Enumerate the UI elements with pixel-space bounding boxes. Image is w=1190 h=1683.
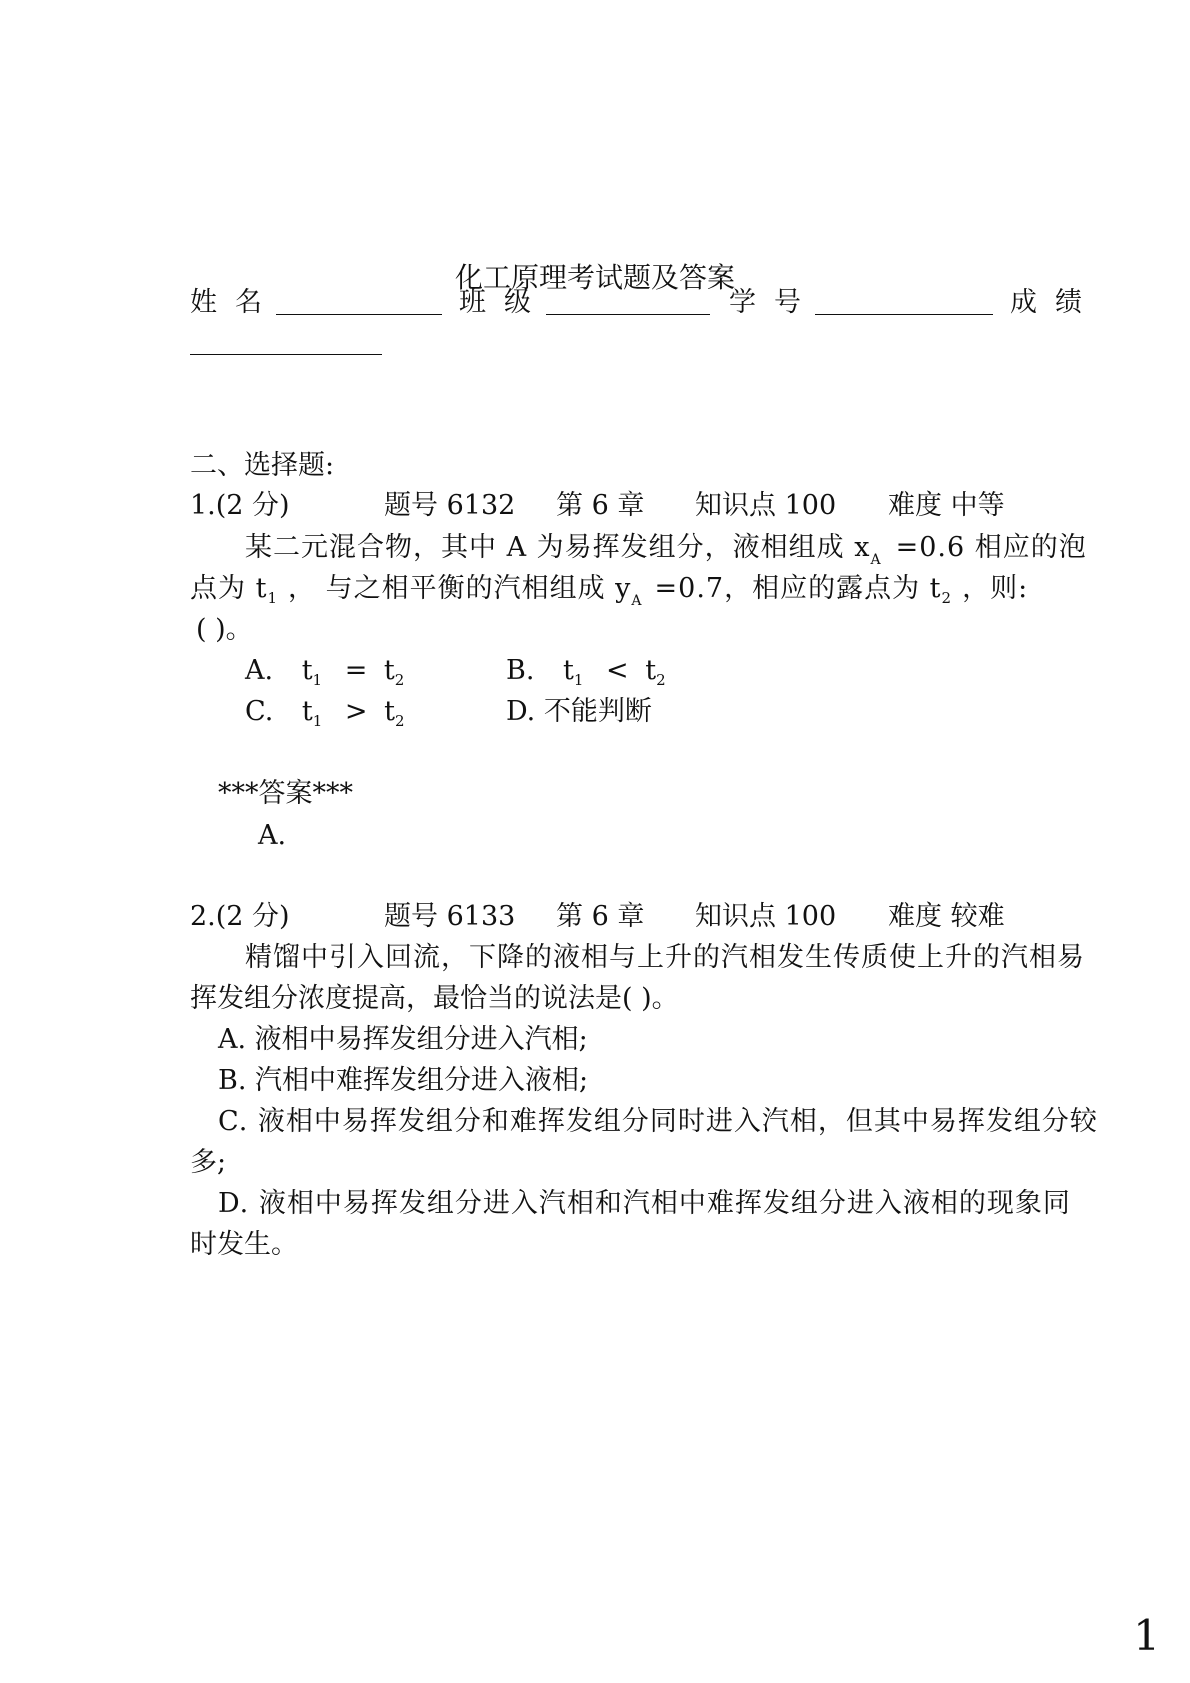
page-title: 化工原理考试题及答案 [454, 261, 735, 294]
student-id-blank[interactable] [815, 314, 993, 315]
q1-stem-text: 某二元混合物，其中 A 为易挥发组分，液相组成 x [245, 532, 871, 563]
option-sub: 1 [312, 671, 323, 689]
option-label: B. [506, 655, 535, 686]
q2-stem-line-1: 精馏中引入回流，下降的液相与上升的汽相发生传质使上升的汽相易 [245, 942, 1085, 973]
grade-blank[interactable] [190, 354, 382, 355]
q1-number: 1.(2 分) [190, 490, 290, 521]
q2-number: 2.(2 分) [190, 901, 290, 932]
field-grade-label [1010, 289, 1100, 316]
option-label: A. [245, 655, 274, 686]
option-operator: = [344, 655, 368, 686]
q1-sub: 2 [941, 589, 953, 607]
section-heading: 二、选择题: [190, 450, 335, 481]
field-class-label [459, 289, 549, 316]
q1-knowledge-point: 知识点 100 [695, 490, 837, 521]
class-blank[interactable] [546, 314, 710, 315]
option-var: t [301, 696, 313, 727]
name-blank[interactable] [276, 314, 442, 315]
option-sub: 2 [656, 671, 666, 689]
option-sub: 1 [312, 712, 323, 730]
q2-option-d[interactable]: D. 液相中易挥发组分进入汽相和汽相中难挥发组分进入液相的现象同 [218, 1188, 1071, 1219]
q1-stem-text: 点为 t [190, 573, 268, 604]
q1-option-d[interactable]: D. 不能判断 [506, 696, 652, 727]
grade-label: 成绩 [1010, 287, 1100, 318]
q1-id: 题号 6132 [384, 490, 516, 521]
q2-option-c[interactable]: C. 液相中易挥发组分和难挥发组分同时进入汽相，但其中易挥发组分较 [218, 1106, 1098, 1137]
option-operator: > [344, 696, 368, 727]
q2-knowledge-point: 知识点 100 [695, 901, 837, 932]
q2-option-d-cont: 时发生。 [190, 1229, 298, 1260]
q1-sub: 1 [267, 589, 278, 607]
q2-chapter: 第 6 章 [556, 901, 645, 932]
option-var: t [563, 655, 574, 686]
q1-option-b[interactable] [506, 657, 666, 688]
q1-option-a[interactable] [245, 657, 404, 688]
option-sub: 1 [573, 671, 584, 689]
option-var: t [645, 655, 657, 686]
q1-stem-line-3: ( )。 [196, 614, 253, 645]
q1-option-c[interactable] [245, 698, 405, 729]
q1-answer-heading: ***答案*** [218, 778, 353, 809]
student-id-label: 学号 [729, 287, 819, 318]
option-var: t [384, 696, 395, 727]
q1-difficulty: 难度 中等 [888, 490, 1005, 521]
option-label: C. [245, 696, 274, 727]
q1-stem-line-2 [190, 575, 1028, 608]
option-var: t [301, 655, 313, 686]
q2-stem-line-2: 挥发组分浓度提高，最恰当的说法是( )。 [190, 983, 679, 1014]
option-sub: 2 [394, 712, 405, 730]
page-number: 1 [1133, 1611, 1160, 1660]
field-name-label [190, 289, 280, 316]
option-var: t [383, 655, 395, 686]
q1-stem-text: ， 与之相平衡的汽相组成 y [287, 573, 632, 604]
q1-answer: A. [258, 820, 287, 851]
q1-sub: A [631, 593, 643, 609]
q1-chapter: 第 6 章 [556, 490, 645, 521]
q1-stem-text: ，则: [962, 573, 1029, 604]
q2-id: 题号 6133 [384, 901, 516, 932]
option-sub: 2 [394, 671, 405, 689]
q2-option-b[interactable]: B. 汽相中难挥发组分进入液相; [218, 1065, 589, 1096]
class-label: 班级 [459, 287, 549, 318]
q1-stem-text: =0.6 相应的泡 [895, 532, 1087, 563]
q1-stem-line-1 [245, 534, 1087, 567]
q2-option-a[interactable]: A. 液相中易挥发组分进入汽相; [218, 1024, 588, 1055]
name-label: 姓名 [190, 287, 280, 318]
q2-option-c-cont: 多; [190, 1147, 227, 1178]
q1-stem-text: =0.7，相应的露点为 t [654, 573, 942, 604]
q2-difficulty: 难度 较难 [888, 901, 1005, 932]
q1-sub: A [870, 552, 882, 568]
field-id-label [729, 289, 819, 316]
option-operator: < [606, 655, 629, 686]
